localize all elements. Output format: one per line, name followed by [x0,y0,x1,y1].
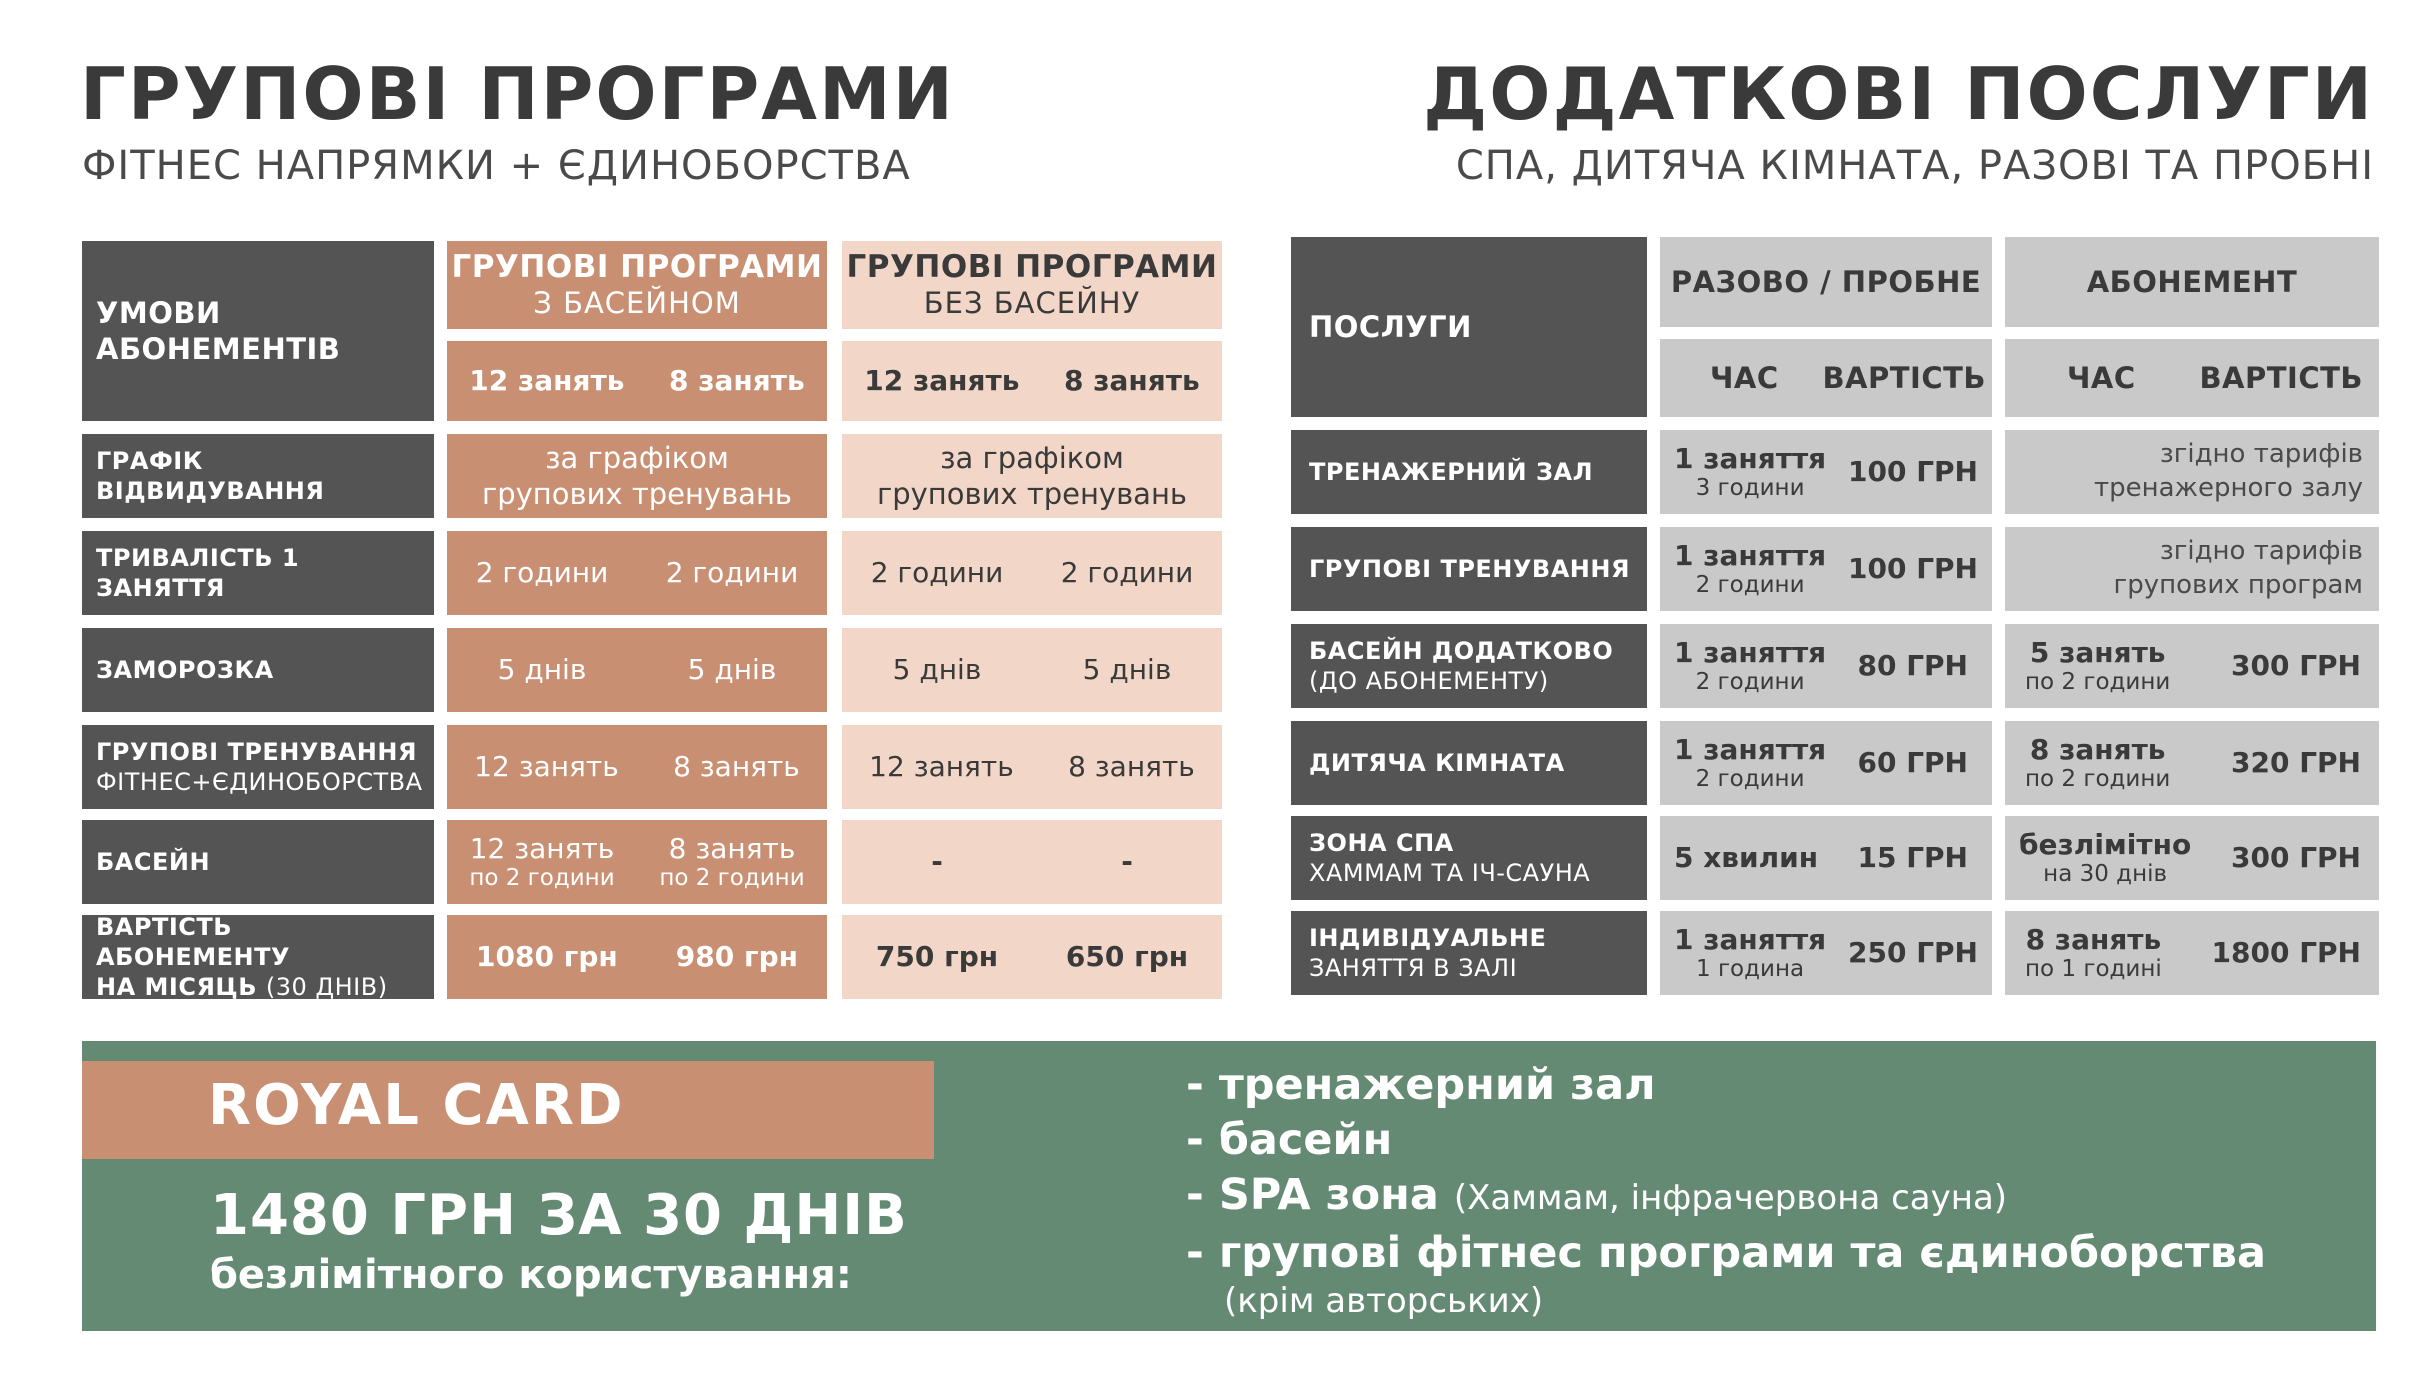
price-with-pool-8: 980 грн [675,939,798,973]
royal-card-benefits [1186,1058,2266,1321]
row-price-label [82,915,434,999]
service-name: ТРЕНАЖЕРНИЙ ЗАЛ [1309,458,1594,486]
row-price-label-text: ВАРТІСТЬ АБОНЕМЕНТУ [96,915,290,971]
group-programs-title: ГРУПОВІ ПРОГРАМИ [80,52,955,136]
price-with-pool-12: 1080 грн [476,939,618,973]
row-schedule-label [82,434,434,518]
royal-card-title: ROYAL CARD [208,1073,625,1138]
row-schedule-no-pool-text: за графіком групових тренувань [876,440,1187,511]
service-gym-single [1660,430,1992,514]
subscription-subheader [2005,339,2379,417]
service-sub-time-sub: на 30 днів [2043,860,2168,887]
service-single-time-count: 1 заняття [1674,635,1827,669]
row-duration-label [82,531,434,615]
benefit-gym-text: - тренажерний зал [1186,1060,1656,1110]
pool-with-pool-8 [659,833,804,892]
service-kids-subscription [2005,721,2379,805]
row-price-with-pool [447,915,827,999]
duration-no-pool-12: 2 години [870,555,1004,589]
services-header-label: ПОСЛУГИ [1309,309,1472,344]
row-schedule-with-pool-text: за графіком групових тренувань [481,440,792,511]
single-time-label: ЧАС [1710,361,1779,395]
service-sub-time-count: 8 занять [2029,732,2166,766]
service-single-time-count: 1 заняття [1674,441,1827,475]
freeze-with-pool-12: 5 днів [497,652,587,686]
service-sub-time [2019,829,2191,888]
service-sub-time [2025,734,2170,793]
price-no-pool-12: 750 грн [875,939,999,973]
benefit-spa-note: (Хаммам, інфрачервона сауна) [1453,1178,2008,1218]
duration-with-pool-8: 2 години [665,555,799,589]
service-row-gym [1291,430,1647,514]
single-cost-label: ВАРТІСТЬ [1822,361,1986,395]
col-with-pool-sub: З БАСЕЙНОМ [533,286,741,321]
service-kids-single [1660,721,1992,805]
service-row-personal [1291,911,1647,995]
col-with-pool-options [447,341,827,421]
single-subheader [1660,339,1992,417]
row-group-label-sub: ФІТНЕС+ЄДИНОБОРСТВА [96,768,423,796]
benefit-spa [1186,1168,2266,1226]
service-name: ІНДИВІДУАЛЬНЕ [1309,924,1547,952]
service-single-time-count: 1 заняття [1674,538,1827,572]
subscription-header-label: АБОНЕМЕНТ [2086,265,2298,299]
group-no-pool-8: 8 занять [1068,749,1195,783]
service-row-kids [1291,721,1647,805]
service-sub-cost: 1800 ГРН [2211,935,2361,969]
benefit-pool [1186,1113,2266,1168]
row-pool-with-pool [447,820,827,904]
service-single-cost: 100 ГРН [1848,551,1978,585]
pool-no-pool-8: - [1121,844,1133,878]
benefit-group-note: (крім авторських) [1224,1281,1544,1321]
benefit-pool-text: - басейн [1186,1115,1393,1165]
services-header [1291,237,1647,417]
benefit-group [1186,1226,2266,1281]
row-schedule-no-pool [842,434,1222,518]
subscription-cost-label: ВАРТІСТЬ [2199,361,2363,395]
service-single-time-sub: 2 години [1695,571,1805,598]
service-sub-note-1: згідно тарифів [2159,536,2363,567]
service-single-time [1674,734,1826,793]
benefit-gym [1186,1058,2266,1113]
row-freeze-label [82,628,434,712]
service-sub-time-sub: по 1 годині [2025,955,2162,982]
service-single-time-sub: 2 години [1695,765,1805,792]
service-single-cost: 15 ГРН [1857,840,1968,874]
row-freeze-no-pool [842,628,1222,712]
single-header-label: РАЗОВО / ПРОБНЕ [1670,265,1982,299]
row-schedule-label-text: ГРАФІК ВІДВИДУВАННЯ [96,447,325,505]
service-single-time-count: 1 заняття [1674,732,1827,766]
service-single-cost: 100 ГРН [1848,454,1978,488]
service-sub-time-count: 5 занять [2029,635,2166,669]
service-single-time [1674,540,1826,599]
service-row-spa [1291,816,1647,900]
pool-with-pool-12-count: 12 занять [469,831,615,865]
extra-services-subtitle: СПА, ДИТЯЧА КІМНАТА, РАЗОВІ ТА ПРОБНІ [1455,143,2374,189]
row-pool-label [82,820,434,904]
service-sub-note-2: групових програм [2113,570,2363,600]
service-single-cost: 60 ГРН [1857,745,1968,779]
service-sub-time-count: безлімітно [2019,827,2192,861]
benefit-group-text: - групові фітнес програми та єдиноборства [1186,1228,2266,1278]
col-with-pool-title: ГРУПОВІ ПРОГРАМИ [451,249,823,285]
service-sub-cost: 300 ГРН [2231,648,2361,682]
conditions-header-label: УМОВИ АБОНЕМЕНТІВ [96,295,341,366]
service-single-time-sub: 2 години [1695,668,1805,695]
col-no-pool-header [842,241,1222,329]
row-duration-label-text: ТРИВАЛІСТЬ 1 ЗАНЯТТЯ [96,544,300,602]
service-single-time [1674,637,1826,696]
freeze-no-pool-8: 5 днів [1082,652,1172,686]
group-with-pool-8: 8 занять [673,749,800,783]
service-spa-single [1660,816,1992,900]
row-group-with-pool [447,725,827,809]
group-programs-subtitle: ФІТНЕС НАПРЯМКИ + ЄДИНОБОРСТВА [82,143,911,189]
row-group-label [82,725,434,809]
service-gym-subscription [2005,430,2379,514]
pool-with-pool-8-sub: по 2 години [659,864,805,891]
service-single-time-sub: 1 година [1696,955,1805,982]
row-duration-no-pool [842,531,1222,615]
service-name-sub: ЗАНЯТТЯ В ЗАЛІ [1309,954,1518,982]
service-sub-time [2025,924,2162,983]
col-no-pool-options [842,341,1222,421]
row-price-label-days: (30 ДНІВ) [265,973,388,999]
service-sub-cost: 320 ГРН [2231,745,2361,779]
subscription-header [2005,237,2379,327]
group-no-pool-12: 12 занять [869,749,1014,783]
service-sub-time [2025,637,2170,696]
service-sub-time-count: 8 занять [2025,922,2162,956]
freeze-with-pool-8: 5 днів [687,652,777,686]
service-group-subscription [2005,527,2379,611]
col-no-pool-title: ГРУПОВІ ПРОГРАМИ [846,249,1218,285]
service-pool-subscription [2005,624,2379,708]
row-pool-no-pool [842,820,1222,904]
row-group-label-text: ГРУПОВІ ТРЕНУВАННЯ [96,738,417,766]
duration-no-pool-8: 2 години [1060,555,1194,589]
col-no-pool-opt-12: 12 занять [864,363,1020,397]
service-personal-single [1660,911,1992,995]
service-single-time [1674,924,1826,983]
duration-with-pool-12: 2 години [475,555,609,589]
service-name: ДИТЯЧА КІМНАТА [1309,749,1565,777]
col-no-pool-opt-8: 8 занять [1064,363,1200,397]
service-sub-cost: 300 ГРН [2231,840,2361,874]
pool-with-pool-12 [469,833,614,892]
benefit-spa-text: - SPA зона [1186,1170,1439,1220]
freeze-no-pool-12: 5 днів [892,652,982,686]
service-single-cost: 80 ГРН [1857,648,1968,682]
royal-card-price-sub: безлімітного користування: [210,1252,852,1298]
row-schedule-with-pool [447,434,827,518]
service-personal-subscription [2005,911,2379,995]
service-sub-time-sub: по 2 години [2025,765,2171,792]
row-freeze-label-text: ЗАМОРОЗКА [96,656,274,684]
subscription-time-label: ЧАС [2067,361,2136,395]
conditions-header [82,241,434,421]
service-row-group [1291,527,1647,611]
row-pool-label-text: БАСЕЙН [96,848,211,876]
col-no-pool-sub: БЕЗ БАСЕЙНУ [923,286,1141,321]
row-duration-with-pool [447,531,827,615]
service-group-single [1660,527,1992,611]
single-header [1660,237,1992,327]
pool-with-pool-8-count: 8 занять [668,831,796,865]
service-sub-note-1: згідно тарифів [2159,439,2363,470]
pool-with-pool-12-sub: по 2 години [469,864,615,891]
service-spa-subscription [2005,816,2379,900]
extra-services-title: ДОДАТКОВІ ПОСЛУГИ [1423,52,2374,136]
col-with-pool-opt-12: 12 занять [469,363,625,397]
group-with-pool-12: 12 занять [474,749,619,783]
service-name-sub: ХАММАМ ТА ІЧ-САУНА [1309,859,1591,887]
pool-no-pool-12: - [931,844,943,878]
service-row-pool [1291,624,1647,708]
service-pool-single [1660,624,1992,708]
service-sub-note-2: тренажерного залу [2093,473,2363,503]
row-price-label-month: НА МІСЯЦЬ [96,973,257,999]
service-single-cost: 250 ГРН [1848,935,1978,969]
price-no-pool-8: 650 грн [1065,939,1189,973]
col-with-pool-header [447,241,827,329]
row-group-no-pool [842,725,1222,809]
row-freeze-with-pool [447,628,827,712]
service-single-time-count: 1 заняття [1674,922,1827,956]
service-name-sub: (ДО АБОНЕМЕНТУ) [1309,667,1549,695]
col-with-pool-opt-8: 8 занять [669,363,805,397]
service-single-time [1674,443,1826,502]
service-sub-time-sub: по 2 години [2025,668,2171,695]
row-price-label-line2 [96,972,434,999]
row-price-no-pool [842,915,1222,999]
service-name: БАСЕЙН ДОДАТКОВО [1309,637,1614,665]
service-single-time: 5 хвилин [1674,840,1819,874]
service-single-time-sub: 3 години [1695,474,1805,501]
royal-card-price: 1480 ГРН ЗА 30 ДНІВ [210,1183,908,1248]
service-name: ГРУПОВІ ТРЕНУВАННЯ [1309,555,1630,583]
service-name: ЗОНА СПА [1309,829,1454,857]
